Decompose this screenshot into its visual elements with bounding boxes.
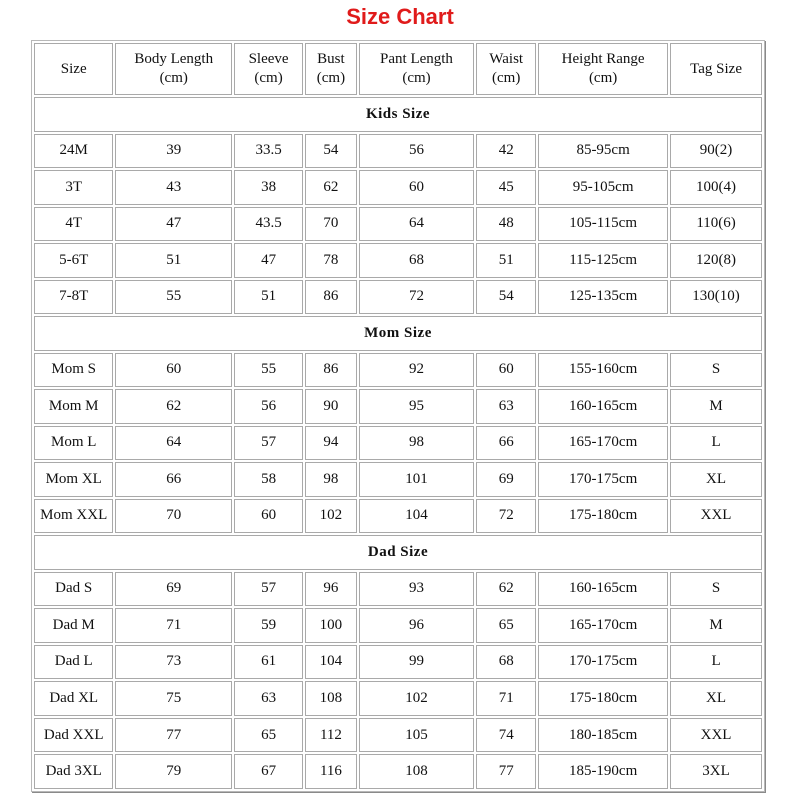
cell-waist: 74: [476, 718, 536, 753]
cell-bust: 62: [305, 170, 357, 205]
cell-waist: 77: [476, 754, 536, 789]
cell-pant-length: 108: [359, 754, 475, 789]
cell-waist: 62: [476, 572, 536, 607]
cell-size: 24M: [34, 134, 113, 169]
cell-size: Dad M: [34, 608, 113, 643]
cell-height-range: 160-165cm: [538, 572, 668, 607]
cell-sleeve: 63: [234, 681, 303, 716]
cell-waist: 69: [476, 462, 536, 497]
cell-bust: 112: [305, 718, 357, 753]
cell-bust: 102: [305, 499, 357, 534]
cell-tag-size: 3XL: [670, 754, 762, 789]
cell-waist: 48: [476, 207, 536, 242]
column-header-body-length: Body Length (cm): [115, 43, 232, 95]
section-heading: Kids Size: [34, 97, 762, 132]
cell-tag-size: 130(10): [670, 280, 762, 315]
cell-waist: 71: [476, 681, 536, 716]
header-row: [34, 43, 762, 95]
cell-body-length: 55: [115, 280, 232, 315]
cell-sleeve: 55: [234, 353, 303, 388]
cell-tag-size: L: [670, 645, 762, 680]
cell-size: Dad XXL: [34, 718, 113, 753]
cell-sleeve: 59: [234, 608, 303, 643]
cell-tag-size: XL: [670, 462, 762, 497]
cell-body-length: 66: [115, 462, 232, 497]
cell-body-length: 62: [115, 389, 232, 424]
cell-bust: 86: [305, 353, 357, 388]
cell-height-range: 85-95cm: [538, 134, 668, 169]
table-row: [34, 170, 762, 205]
cell-size: Mom S: [34, 353, 113, 388]
cell-tag-size: M: [670, 608, 762, 643]
cell-height-range: 180-185cm: [538, 718, 668, 753]
cell-bust: 104: [305, 645, 357, 680]
cell-body-length: 75: [115, 681, 232, 716]
cell-pant-length: 56: [359, 134, 475, 169]
cell-height-range: 105-115cm: [538, 207, 668, 242]
section-row-dad-size: [34, 535, 762, 570]
table-row: [34, 754, 762, 789]
cell-pant-length: 64: [359, 207, 475, 242]
table-row: [34, 207, 762, 242]
cell-size: Mom M: [34, 389, 113, 424]
cell-sleeve: 51: [234, 280, 303, 315]
cell-body-length: 51: [115, 243, 232, 278]
column-header-tag-size: Tag Size: [670, 43, 762, 95]
cell-waist: 60: [476, 353, 536, 388]
table-row: [34, 608, 762, 643]
cell-waist: 65: [476, 608, 536, 643]
cell-sleeve: 60: [234, 499, 303, 534]
cell-tag-size: XL: [670, 681, 762, 716]
cell-sleeve: 38: [234, 170, 303, 205]
cell-sleeve: 65: [234, 718, 303, 753]
cell-sleeve: 57: [234, 426, 303, 461]
section-heading: Mom Size: [34, 316, 762, 351]
cell-pant-length: 104: [359, 499, 475, 534]
cell-body-length: 69: [115, 572, 232, 607]
cell-height-range: 175-180cm: [538, 681, 668, 716]
cell-waist: 51: [476, 243, 536, 278]
cell-tag-size: 90(2): [670, 134, 762, 169]
cell-pant-length: 99: [359, 645, 475, 680]
cell-pant-length: 101: [359, 462, 475, 497]
cell-waist: 66: [476, 426, 536, 461]
cell-waist: 63: [476, 389, 536, 424]
cell-sleeve: 56: [234, 389, 303, 424]
cell-pant-length: 92: [359, 353, 475, 388]
cell-body-length: 64: [115, 426, 232, 461]
cell-tag-size: S: [670, 353, 762, 388]
cell-waist: 45: [476, 170, 536, 205]
cell-size: Mom XL: [34, 462, 113, 497]
cell-waist: 54: [476, 280, 536, 315]
cell-tag-size: 120(8): [670, 243, 762, 278]
cell-size: Mom XXL: [34, 499, 113, 534]
cell-bust: 96: [305, 572, 357, 607]
cell-body-length: 60: [115, 353, 232, 388]
cell-body-length: 47: [115, 207, 232, 242]
cell-bust: 78: [305, 243, 357, 278]
cell-size: 7-8T: [34, 280, 113, 315]
table-row: [34, 243, 762, 278]
cell-pant-length: 60: [359, 170, 475, 205]
cell-height-range: 170-175cm: [538, 462, 668, 497]
cell-size: 4T: [34, 207, 113, 242]
column-header-height-range: Height Range (cm): [538, 43, 668, 95]
cell-height-range: 155-160cm: [538, 353, 668, 388]
cell-tag-size: L: [670, 426, 762, 461]
cell-bust: 70: [305, 207, 357, 242]
cell-tag-size: 100(4): [670, 170, 762, 205]
cell-sleeve: 47: [234, 243, 303, 278]
column-header-bust: Bust (cm): [305, 43, 357, 95]
cell-bust: 100: [305, 608, 357, 643]
cell-sleeve: 57: [234, 572, 303, 607]
section-row-kids-size: [34, 97, 762, 132]
cell-bust: 116: [305, 754, 357, 789]
column-header-pant-length: Pant Length (cm): [359, 43, 475, 95]
size-chart-table: [31, 40, 765, 792]
cell-height-range: 165-170cm: [538, 608, 668, 643]
cell-height-range: 115-125cm: [538, 243, 668, 278]
cell-sleeve: 67: [234, 754, 303, 789]
cell-size: Dad 3XL: [34, 754, 113, 789]
cell-height-range: 165-170cm: [538, 426, 668, 461]
cell-body-length: 43: [115, 170, 232, 205]
table-row: [34, 353, 762, 388]
column-header-sleeve: Sleeve (cm): [234, 43, 303, 95]
cell-size: 3T: [34, 170, 113, 205]
cell-height-range: 175-180cm: [538, 499, 668, 534]
cell-tag-size: XXL: [670, 499, 762, 534]
cell-pant-length: 102: [359, 681, 475, 716]
cell-tag-size: XXL: [670, 718, 762, 753]
cell-size: Mom L: [34, 426, 113, 461]
table-row: [34, 134, 762, 169]
cell-bust: 90: [305, 389, 357, 424]
cell-tag-size: S: [670, 572, 762, 607]
cell-pant-length: 105: [359, 718, 475, 753]
cell-size: 5-6T: [34, 243, 113, 278]
cell-pant-length: 95: [359, 389, 475, 424]
column-header-waist: Waist (cm): [476, 43, 536, 95]
table-row: [34, 426, 762, 461]
cell-height-range: 95-105cm: [538, 170, 668, 205]
cell-pant-length: 68: [359, 243, 475, 278]
cell-body-length: 73: [115, 645, 232, 680]
cell-bust: 54: [305, 134, 357, 169]
cell-body-length: 77: [115, 718, 232, 753]
cell-size: Dad S: [34, 572, 113, 607]
cell-body-length: 39: [115, 134, 232, 169]
table-row: [34, 681, 762, 716]
cell-waist: 72: [476, 499, 536, 534]
cell-sleeve: 61: [234, 645, 303, 680]
cell-height-range: 160-165cm: [538, 389, 668, 424]
column-header-size: Size: [34, 43, 113, 95]
cell-sleeve: 58: [234, 462, 303, 497]
table-row: [34, 572, 762, 607]
cell-bust: 98: [305, 462, 357, 497]
cell-bust: 108: [305, 681, 357, 716]
cell-height-range: 170-175cm: [538, 645, 668, 680]
cell-height-range: 185-190cm: [538, 754, 668, 789]
section-heading: Dad Size: [34, 535, 762, 570]
cell-waist: 42: [476, 134, 536, 169]
cell-tag-size: M: [670, 389, 762, 424]
cell-pant-length: 72: [359, 280, 475, 315]
table-row: [34, 645, 762, 680]
cell-pant-length: 96: [359, 608, 475, 643]
section-row-mom-size: [34, 316, 762, 351]
table-row: [34, 389, 762, 424]
cell-body-length: 70: [115, 499, 232, 534]
cell-pant-length: 98: [359, 426, 475, 461]
cell-height-range: 125-135cm: [538, 280, 668, 315]
cell-waist: 68: [476, 645, 536, 680]
cell-sleeve: 43.5: [234, 207, 303, 242]
table-row: [34, 499, 762, 534]
cell-size: Dad L: [34, 645, 113, 680]
size-chart-body: [34, 97, 762, 789]
cell-bust: 94: [305, 426, 357, 461]
table-row: [34, 280, 762, 315]
table-row: [34, 718, 762, 753]
cell-body-length: 71: [115, 608, 232, 643]
page-title: Size Chart: [346, 4, 454, 29]
cell-bust: 86: [305, 280, 357, 315]
cell-tag-size: 110(6): [670, 207, 762, 242]
cell-pant-length: 93: [359, 572, 475, 607]
cell-sleeve: 33.5: [234, 134, 303, 169]
cell-body-length: 79: [115, 754, 232, 789]
cell-size: Dad XL: [34, 681, 113, 716]
table-row: [34, 462, 762, 497]
